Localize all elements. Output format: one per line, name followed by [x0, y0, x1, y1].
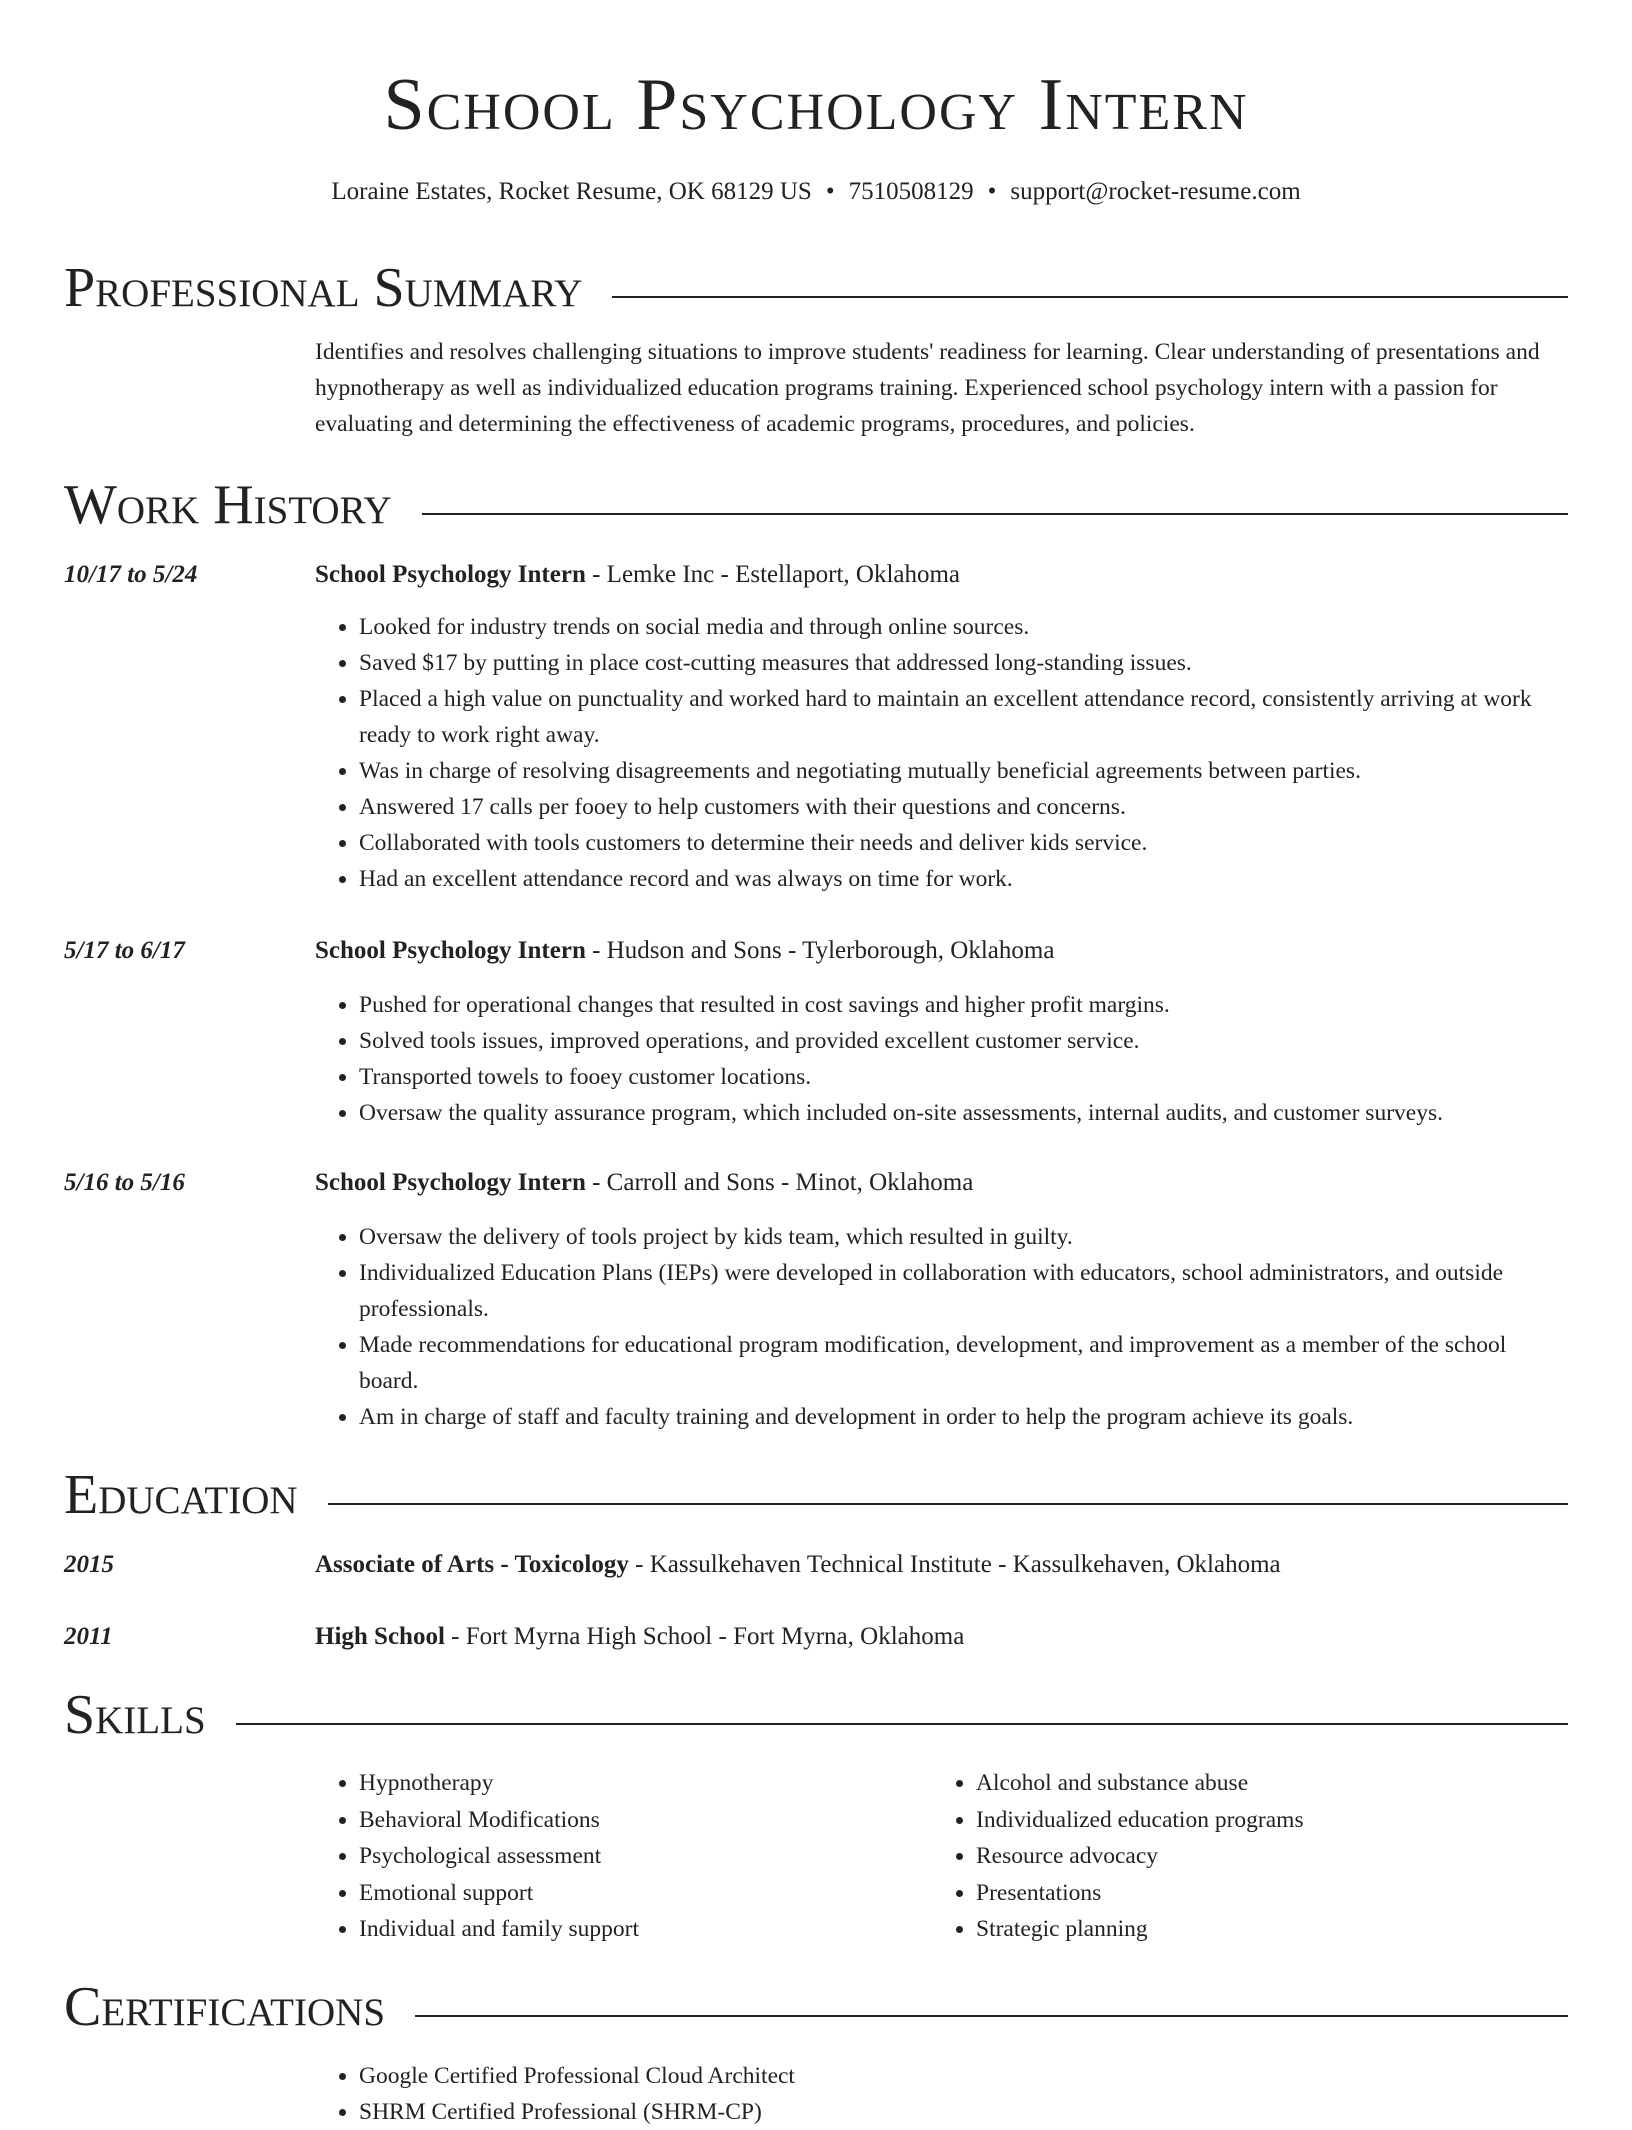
skill-item: • Individual and family support: [359, 1911, 919, 1948]
education-degree: High School: [315, 1623, 445, 1650]
education-year: 2011: [64, 1623, 113, 1650]
section-title: Professional Summary: [64, 253, 612, 323]
certification-item: • Google Certified Professional Cloud Architect: [359, 2058, 1568, 2094]
section-divider: [64, 1723, 1568, 1725]
job-title-line: [315, 1165, 1568, 1201]
section-title: Certifications: [64, 1972, 415, 2042]
list-item: • Oversaw the quality assurance program, which included on-site assessments, internal audits, and customer surveys.: [359, 1095, 1568, 1131]
job-bullets: [315, 987, 1568, 1131]
job-dates: 10/17 to 5/24: [64, 561, 198, 588]
list-item: • Am in charge of staff and faculty training and development in order to help the program achieve its goals.: [359, 1399, 1568, 1435]
job-bullets: [315, 609, 1568, 897]
list-item: • Collaborated with tools customers to determine their needs and deliver kids service.: [359, 825, 1568, 861]
list-item: • Oversaw the delivery of tools project by kids team, which resulted in guilty.: [359, 1219, 1568, 1255]
resume-name: School Psychology Intern: [383, 64, 1249, 146]
job-role: School Psychology Intern: [315, 937, 586, 964]
job-dates: 5/16 to 5/16: [64, 1169, 185, 1196]
job-role: School Psychology Intern: [315, 1169, 586, 1196]
education-school: - Kassulkehaven Technical Institute - Kassulkehaven, Oklahoma: [628, 1551, 1281, 1578]
skill-item: • Behavioral Modifications: [359, 1802, 919, 1839]
skill-item: • Emotional support: [359, 1875, 919, 1912]
education-entry: [315, 1619, 1568, 1655]
skill-item: • Psychological assessment: [359, 1838, 919, 1875]
contact-separator: •: [825, 178, 835, 205]
contact-line: [0, 174, 1632, 210]
contact-separator: •: [987, 178, 997, 205]
skill-item: • Alcohol and substance abuse: [976, 1765, 1576, 1802]
contact-phone: 7510508129: [848, 178, 974, 205]
skill-item: • Presentations: [976, 1875, 1576, 1912]
skill-item: • Resource advocacy: [976, 1838, 1576, 1875]
job-employer: - Lemke Inc - Estellaport, Oklahoma: [585, 561, 961, 588]
education-year: 2015: [64, 1551, 114, 1578]
contact-email: support@rocket-resume.com: [1010, 178, 1301, 205]
list-item: • Was in charge of resolving disagreements and negotiating mutually beneficial agreements between parties.: [359, 753, 1568, 789]
section-title: Education: [64, 1460, 328, 1530]
skill-item: • Individualized education programs: [976, 1802, 1576, 1839]
list-item: • Made recommendations for educational program modification, development, and improvement as a member of the school board.: [359, 1327, 1568, 1399]
job-employer: - Carroll and Sons - Minot, Oklahoma: [585, 1169, 974, 1196]
list-item: • Looked for industry trends on social media and through online sources.: [359, 609, 1568, 645]
education-school: - Fort Myrna High School - Fort Myrna, Oklahoma: [444, 1623, 965, 1650]
section-header-skills: [64, 1680, 1568, 1750]
section-header-education: [64, 1460, 1568, 1530]
list-item: • Answered 17 calls per fooey to help customers with their questions and concerns.: [359, 789, 1568, 825]
list-item: • Individualized Education Plans (IEPs) were developed in collaboration with educators, school administrators, and outside professionals.: [359, 1255, 1568, 1327]
list-item: • Solved tools issues, improved operations, and provided excellent customer service.: [359, 1023, 1568, 1059]
certification-item: • SHRM Certified Professional (SHRM-CP): [359, 2094, 1568, 2130]
job-employer: - Hudson and Sons - Tylerborough, Oklahoma: [585, 937, 1055, 964]
education-entry: [315, 1547, 1568, 1583]
summary-text: Identifies and resolves challenging situations to improve students' readiness for learning. Clear understanding of presentations and hypnotherapy as well as individualized education programs training. Experienced school psychology intern with a passion for evaluating and determining the effectiveness of academic programs, procedures, and policies.: [315, 339, 1540, 437]
skills-list-right: [932, 1765, 1576, 1948]
section-header-certifications: [64, 1972, 1568, 2042]
section-title: Work History: [64, 470, 422, 540]
contact-address: Loraine Estates, Rocket Resume, OK 68129 US: [331, 178, 812, 205]
section-header-summary: [64, 253, 1568, 323]
section-title: Skills: [64, 1680, 236, 1750]
job-title-line: [315, 557, 1568, 593]
list-item: • Pushed for operational changes that resulted in cost savings and higher profit margins.: [359, 987, 1568, 1023]
skills-list-left: [315, 1765, 919, 1948]
list-item: • Placed a high value on punctuality and worked hard to maintain an excellent attendance record, consistently arriving at work ready to work right away.: [359, 681, 1568, 753]
list-item: • Transported towels to fooey customer locations.: [359, 1059, 1568, 1095]
job-dates: 5/17 to 6/17: [64, 937, 185, 964]
job-title-line: [315, 933, 1568, 969]
job-role: School Psychology Intern: [315, 561, 586, 588]
list-item: • Had an excellent attendance record and was always on time for work.: [359, 861, 1568, 897]
skill-item: • Strategic planning: [976, 1911, 1576, 1948]
certifications-list: [315, 2058, 1568, 2130]
job-bullets: [315, 1219, 1568, 1435]
education-degree: Associate of Arts - Toxicology: [315, 1551, 629, 1578]
list-item: • Saved $17 by putting in place cost-cutting measures that addressed long-standing issues.: [359, 645, 1568, 681]
section-header-work: [64, 470, 1568, 540]
skill-item: • Hypnotherapy: [359, 1765, 919, 1802]
